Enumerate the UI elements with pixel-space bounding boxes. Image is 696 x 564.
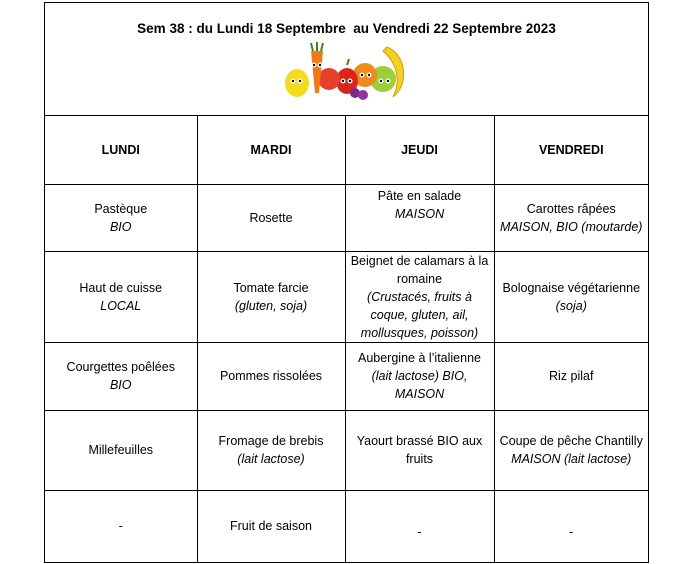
menu-cell: Aubergine à l’italienne (lait lactose) BIO, MAISON	[345, 342, 494, 410]
menu-cell: -	[45, 490, 197, 562]
menu-cell: Millefeuilles	[45, 410, 197, 490]
day-lundi: LUNDI	[45, 116, 197, 184]
weekly-menu	[44, 2, 649, 563]
menu-row-dessert	[45, 410, 648, 490]
menu-cell: Riz pilaf	[494, 342, 648, 410]
vegetables-illustration-icon	[283, 41, 413, 103]
menu-cell: Tomate farcie (gluten, soja)	[197, 251, 345, 342]
menu-table	[45, 116, 648, 562]
menu-cell: Fruit de saison	[197, 490, 345, 562]
menu-row-plat	[45, 251, 648, 342]
menu-cell: Coupe de pêche Chantilly MAISON (lait lactose)	[494, 410, 648, 490]
menu-cell: Yaourt brassé BIO aux fruits	[345, 410, 494, 490]
menu-cell: -	[345, 490, 494, 562]
menu-cell: Bolognaise végétarienne (soja)	[494, 251, 648, 342]
menu-cell: Haut de cuisse LOCAL	[45, 251, 197, 342]
menu-header	[45, 3, 648, 116]
menu-cell: Fromage de brebis (lait lactose)	[197, 410, 345, 490]
menu-cell: -	[494, 490, 648, 562]
menu-row-entree	[45, 184, 648, 251]
day-header-row	[45, 116, 648, 184]
menu-cell: Courgettes poêlées BIO	[45, 342, 197, 410]
menu-cell: Beignet de calamars à la romaine (Crustacés, fruits à coque, gluten, ail, mollusques, poisson)	[345, 251, 494, 342]
week-title: Sem 38 : du Lundi 18 Septembre au Vendredi 22 Septembre 2023	[137, 21, 556, 36]
day-mardi: MARDI	[197, 116, 345, 184]
menu-cell: Carottes râpées MAISON, BIO (moutarde)	[494, 184, 648, 251]
menu-cell: Pâte en salade MAISON	[345, 184, 494, 251]
menu-row-accompagnement	[45, 342, 648, 410]
menu-cell: Pastèque BIO	[45, 184, 197, 251]
menu-cell: Rosette	[197, 184, 345, 251]
menu-row-extra	[45, 490, 648, 562]
day-vendredi: VENDREDI	[494, 116, 648, 184]
day-jeudi: JEUDI	[345, 116, 494, 184]
menu-cell: Pommes rissolées	[197, 342, 345, 410]
